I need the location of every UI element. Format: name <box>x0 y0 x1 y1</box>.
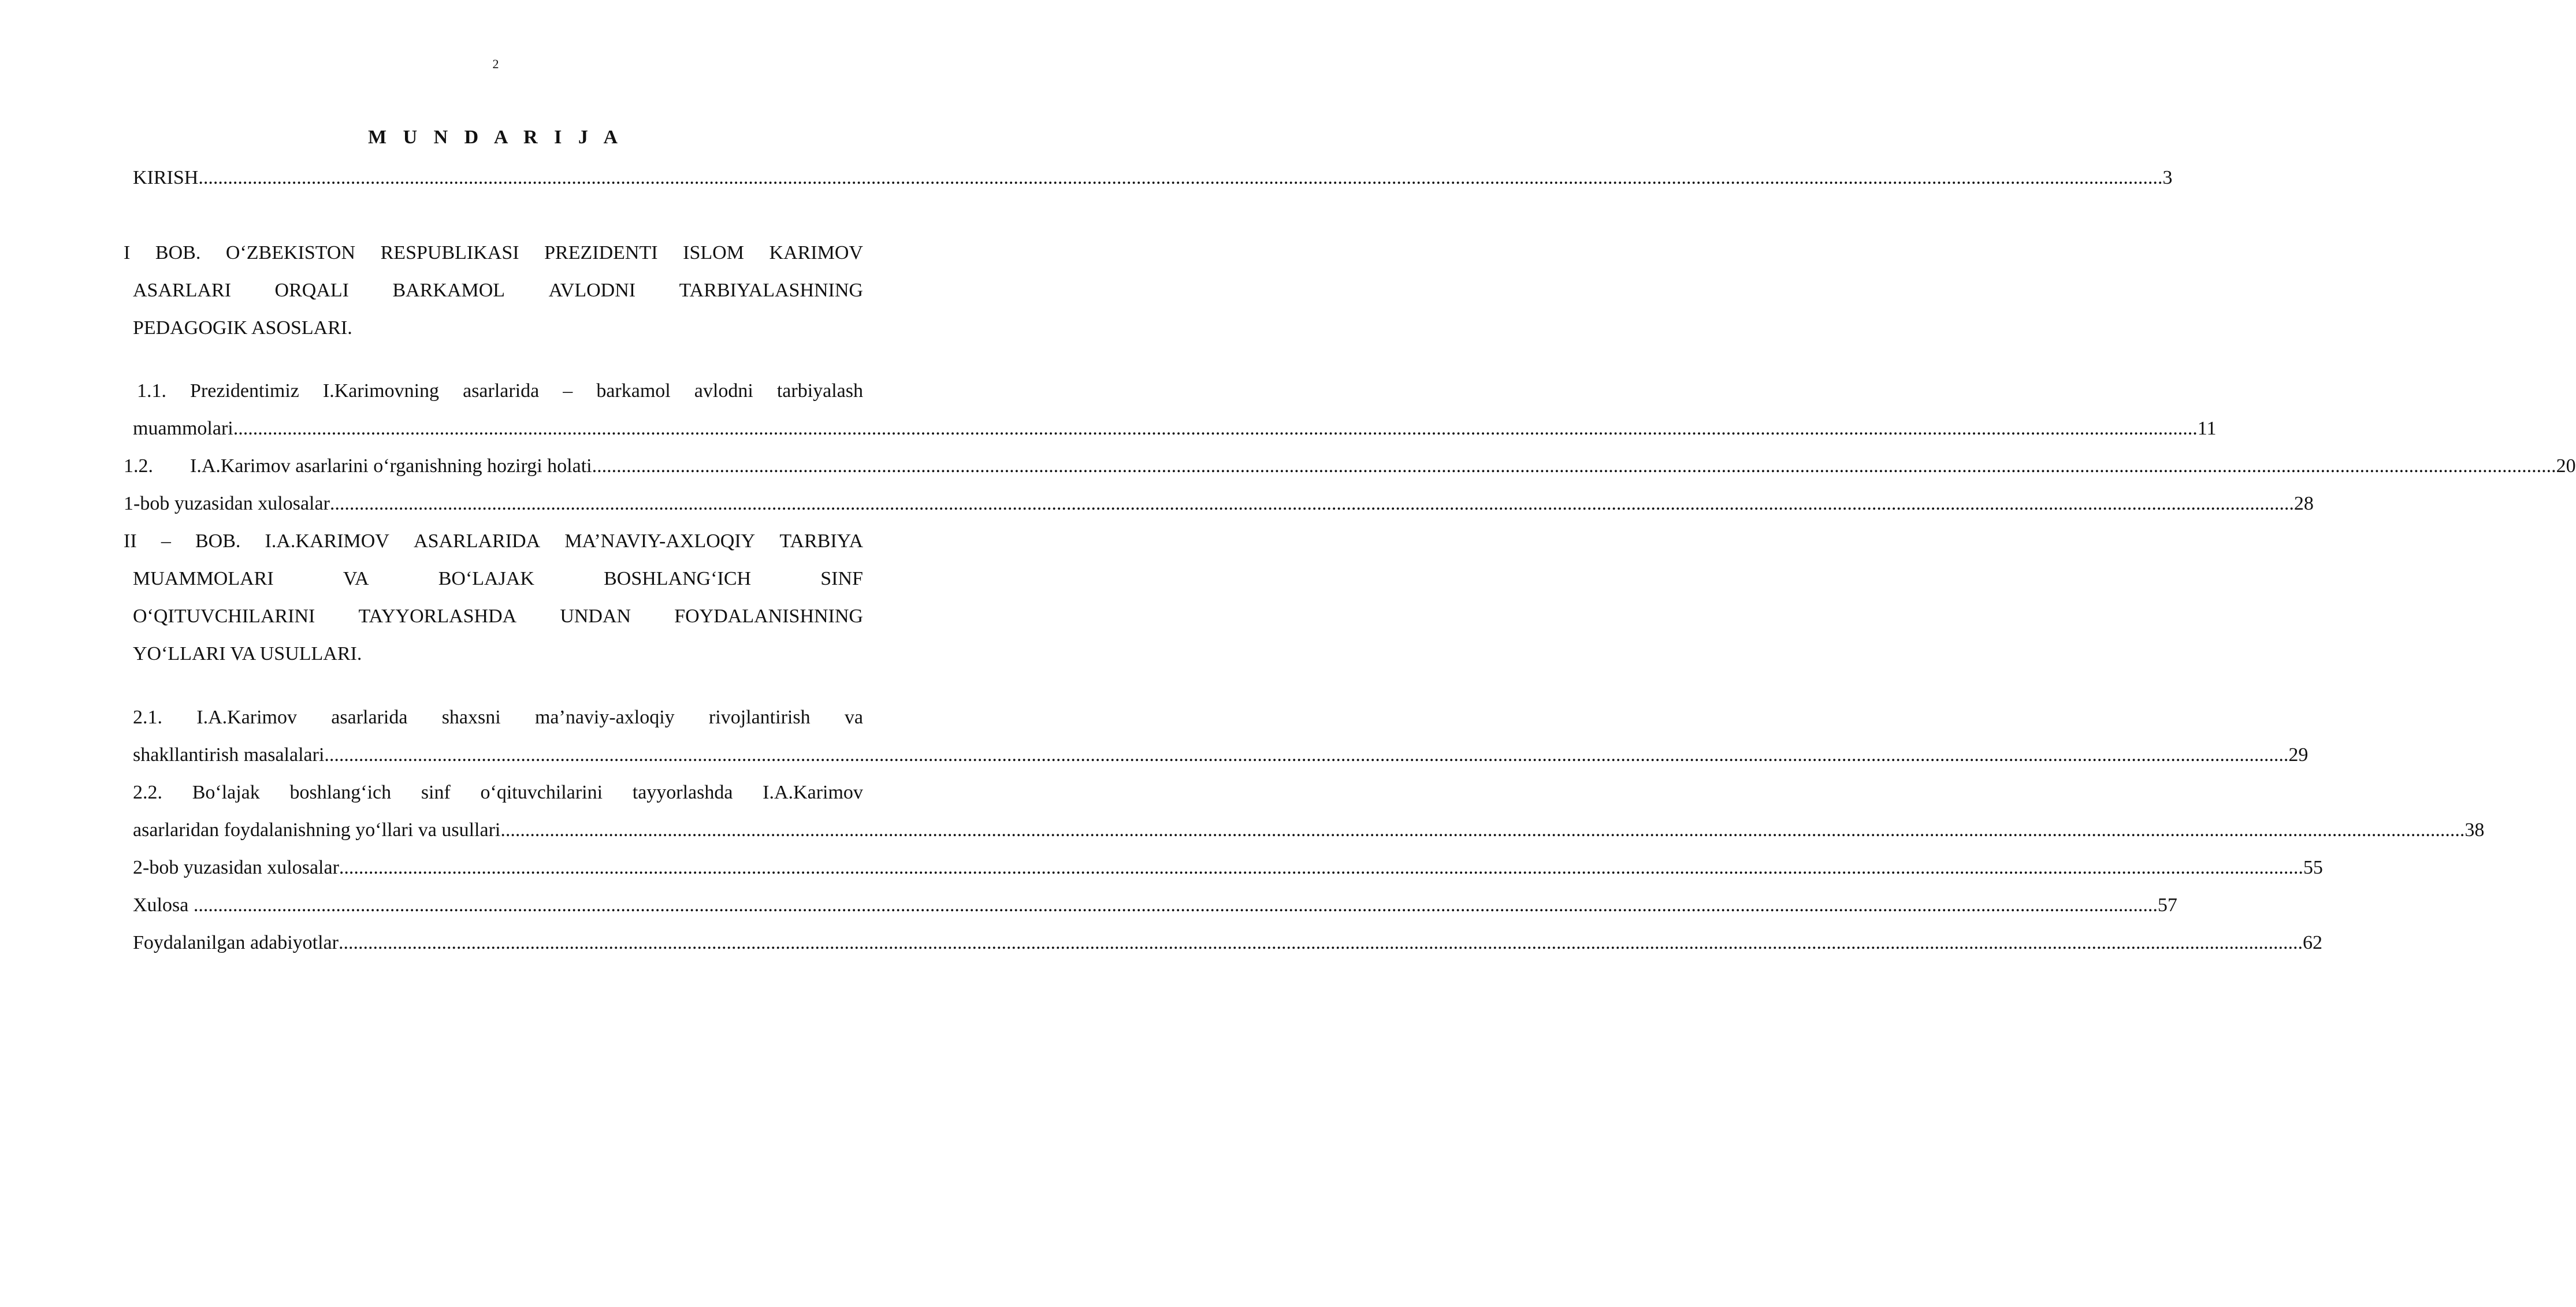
toc-entry-label: Xulosa <box>133 894 194 916</box>
toc-page-number: 20 <box>2556 455 2576 477</box>
heading-word: ISLOM <box>683 242 744 263</box>
dot-leader: ................................................................................................................................................................................................................................................................................................................................................................................................................ <box>500 819 2465 841</box>
toc-entry-label: KIRISH <box>133 167 199 188</box>
entry-word: Prezidentimiz <box>190 380 299 402</box>
toc-entry-2-1-line2[interactable] <box>133 744 2309 767</box>
toc-title: M U N D A R I J A <box>367 127 624 148</box>
heading-word: TARBIYALASHNING <box>679 280 863 301</box>
heading-word: PREZIDENTI <box>544 242 658 263</box>
toc-entry-conclusion-2[interactable] <box>133 856 2323 879</box>
toc-page-number: 38 <box>2465 819 2485 841</box>
entry-word: 1.1. <box>137 380 166 402</box>
entry-word: – <box>563 380 573 402</box>
entry-word: 2.1. <box>133 707 162 728</box>
heading-word: I.A.KARIMOV <box>265 530 389 552</box>
toc-entry-2-2-line2[interactable] <box>133 819 2485 842</box>
toc-page-number: 55 <box>2303 857 2323 878</box>
toc-entry-label: I.A.Karimov asarlarini o‘rganishning hozirgi holati <box>190 455 592 477</box>
entry-word: 2.2. <box>133 782 162 803</box>
entry-word: va <box>844 707 863 728</box>
heading-word: – <box>161 530 171 552</box>
heading-word: ASARLARI <box>133 280 232 301</box>
heading-word: FOYDALANISHNING <box>674 606 863 627</box>
toc-page-number: 11 <box>2197 418 2217 439</box>
toc-page-number: 3 <box>2162 167 2173 188</box>
toc-entry-2-1-line1[interactable] <box>133 706 863 729</box>
heading-word: BO‘LAJAK <box>438 568 534 589</box>
toc-entry-label: Foydalanilgan adabiyotlar <box>133 932 339 953</box>
chapter2-heading-line3 <box>133 605 863 628</box>
chapter2-heading-line1[interactable] <box>124 530 863 553</box>
toc-entry-label: 1-bob yuzasidan xulosalar <box>124 493 330 514</box>
heading-word: II <box>124 530 137 552</box>
dot-leader: ................................................................................................................................................................................................................................................................................................................................................................................................................ <box>329 493 2294 514</box>
heading-word: RESPUBLIKASI <box>380 242 519 263</box>
chapter2-heading-line2 <box>133 567 863 591</box>
entry-word: I.A.Karimov <box>763 782 863 803</box>
heading-word: BOSHLANG‘ICH <box>604 568 752 589</box>
heading-word: TAYYORLASHDA <box>358 606 517 627</box>
entry-word: o‘qituvchilarini <box>480 782 603 803</box>
dot-leader: ................................................................................................................................................................................................................................................................................................................................................................................................................ <box>324 744 2289 766</box>
chapter1-heading-line2 <box>133 279 863 302</box>
entry-word: asarlarida <box>331 707 408 728</box>
entry-word: boshlang‘ich <box>289 782 392 803</box>
entry-word: asarlarida <box>463 380 540 402</box>
toc-page-number: 57 <box>2157 894 2177 916</box>
dot-leader: ................................................................................................................................................................................................................................................................................................................................................................................................................ <box>233 418 2198 439</box>
toc-entry-conclusion-1[interactable] <box>124 492 2314 515</box>
dot-leader: ................................................................................................................................................................................................................................................................................................................................................................................................................ <box>339 857 2303 878</box>
dot-leader: ................................................................................................................................................................................................................................................................................................................................................................................................................ <box>592 455 2556 477</box>
toc-entry-label: muammolari <box>133 418 233 439</box>
toc-entry-label: shakllantirish masalalari <box>133 744 325 766</box>
entry-word: shaxsni <box>441 707 501 728</box>
toc-entry-label: asarlaridan foydalanishning yo‘llari va usullari <box>133 819 501 841</box>
toc-entry-kirish[interactable] <box>133 166 2173 190</box>
heading-word: SINF <box>820 568 863 589</box>
toc-entry-number: 1.2. <box>124 455 153 477</box>
entry-word: I.Karimovning <box>322 380 440 402</box>
heading-word: TARBIYA <box>779 530 863 552</box>
heading-word: BOB. <box>195 530 241 552</box>
heading-word: VA <box>343 568 369 589</box>
toc-entry-1-1-line1[interactable] <box>137 380 863 403</box>
dot-leader: ................................................................................................................................................................................................................................................................................................................................................................................................................ <box>338 932 2303 953</box>
entry-word: sinf <box>421 782 451 803</box>
heading-word: BARKAMOL <box>392 280 505 301</box>
entry-word: rivojlantirish <box>708 707 811 728</box>
entry-word: avlodni <box>694 380 753 402</box>
entry-word: Bo‘lajak <box>192 782 260 803</box>
entry-word: tayyorlashda <box>632 782 733 803</box>
page-number: 2 <box>492 57 499 71</box>
chapter1-heading-line3: PEDAGOGIK ASOSLARI. <box>133 317 352 339</box>
heading-word: O‘QITUVCHILARINI <box>133 606 315 627</box>
heading-word: O‘ZBEKISTON <box>225 242 356 263</box>
toc-entry-xulosa[interactable] <box>133 894 2177 917</box>
heading-word: MUAMMOLARI <box>133 568 274 589</box>
toc-page-number: 62 <box>2302 932 2322 953</box>
entry-word: I.A.Karimov <box>196 707 298 728</box>
chapter1-heading-line1[interactable] <box>124 242 863 265</box>
dot-leader: ................................................................................................................................................................................................................................................................................................................................................................................................................ <box>193 894 2158 916</box>
heading-word: BOB. <box>155 242 201 263</box>
toc-entry-2-2-line1[interactable] <box>133 781 863 804</box>
heading-word: ORQALI <box>274 280 349 301</box>
heading-word: KARIMOV <box>769 242 863 263</box>
toc-entry-1-2[interactable] <box>124 455 2576 478</box>
toc-page-number: 29 <box>2288 744 2309 766</box>
entry-word: tarbiyalash <box>776 380 863 402</box>
toc-page-number: 28 <box>2294 493 2314 514</box>
heading-word: AVLODNI <box>548 280 636 301</box>
toc-entry-label: 2-bob yuzasidan xulosalar <box>133 857 339 878</box>
chapter2-heading-line4: YO‘LLARI VA USULLARI. <box>133 643 362 664</box>
heading-word: MA’NAVIY-AXLOQIY <box>564 530 756 552</box>
dot-leader: ................................................................................................................................................................................................................................................................................................................................................................................................................ <box>198 167 2163 188</box>
toc-entry-1-1-line2[interactable] <box>133 417 2217 440</box>
toc-entry-references[interactable] <box>133 931 2322 955</box>
entry-word: barkamol <box>596 380 671 402</box>
heading-word: I <box>124 242 131 263</box>
heading-word: UNDAN <box>560 606 631 627</box>
heading-word: ASARLARIDA <box>414 530 541 552</box>
entry-word: ma’naviy-axloqiy <box>534 707 675 728</box>
